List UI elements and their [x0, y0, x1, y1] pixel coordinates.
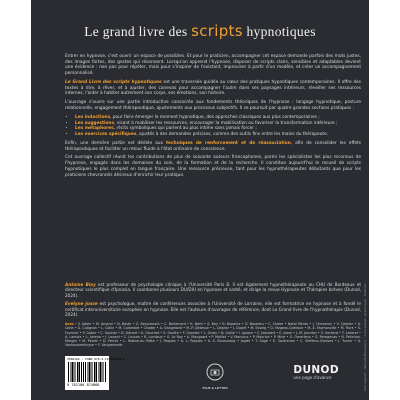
sections-list — [65, 115, 361, 138]
section-desc: , ajustés à des demandes précises, comme des outils fins entre les mains du thérapeute. — [136, 132, 329, 137]
title-part-2: hypnotiques — [242, 24, 316, 39]
author-text: est psychologue, maître de conférences associée à l'Université de Lorraine, elle est formatrice en hypnose et à fondé le certificat interuniversitaire européen en hypnose. Elle est l'auteure d'ouvrages de référence, dont Le Grand livre de l'hypnothérapie (Dunod, 2024). — [65, 301, 361, 318]
printing-credits: Conception : Rénald Moussard ; Conception graphique : Fabrice... — [363, 280, 367, 391]
author-name: Antoine Bioy — [65, 282, 96, 287]
section-name: Les suggestions — [75, 120, 115, 126]
publisher-tagline: une page d'avance — [293, 375, 332, 380]
blurb — [65, 54, 361, 181]
contributors-names: V. Adam • M. Amand • N. Baste • G. Beaurenaut • C. Berlemont • K. Bertl • A. Bey • B. Bopame • G. Bosseau • C. Chaler • Natal Mente • J. Chevenec • V. Coenen • A. Cohe • G. Colignon • L. Collin • M. Colombet • Chader • A. Dangeland • M.-P. Dekesse • L. Deprez • J. Dupré • M. Esseig • D. Fargeas-Quéroue • M.-E. Faymonville • M. Fiore • S. Fournier • P. Gaber • C. Gautier • D. Gérard • A. Geuchet • S. Goutte • F. Grondet • L. Gross • N. Gutte • I. Ignace • C. Jeanbert • E. Josse • J.-M. Jourdan • O. Kerkerd • T. Lalloret • A. Lamvia • L. Lereno • J. Lovard • C. Lussan • R. Lumiaux • G. Le Roy • A. Maugaart • P. Maillet • V. Marcoux • P. Maurice • P. Mine • G. Omariano • G. Peregrinas • N. Pelichon-Mangin • M. Perret • D. Perrot • L. Robine-du Potte • J. Roques • A. L. Roques • A. S. Rouaurang • Joglet • T. Sage • E. Soutrenon • C. Steffens-Oleaves • J. Turner • A. Vanhauwenhuyse • F. Vangreumde — [65, 322, 361, 348]
p4-highlight: techniques de renforcement et de réassociation — [166, 140, 291, 146]
blurb-paragraph-3: L'ouvrage s'ouvre sur une partie introductive consacrée aux fondements théoriques de l'hypnose : langage hypnotique, posture relationnelle, engagement thérapeutique, ajustements aux processus subjectifs. Il se poursuit par quatre grandes sections pratiques : — [65, 100, 361, 111]
author-name: Evelyne Josse — [65, 301, 98, 307]
blurb-paragraph-5: Cet ouvrage collectif réunit les contributions de plus de soixante auteurs francophones, parmi les spécialistes les plus reconnus de l'hypnose, engagés dans les domaines du soin, de la formation et de la recherche. Il constitue aujourd'hui le recueil de scripts hypnotiques le plus complet en langue française. Une ressource précieuse, tant pour les hypnothérapeutes débutants que pour les praticiens chevronnés désireux d'enrichir leur pratique. — [65, 155, 361, 178]
badge-label: FILM & LETTER — [202, 386, 228, 390]
film-badge-icon — [205, 362, 225, 384]
authors-section — [65, 282, 361, 320]
author-bio — [65, 282, 361, 298]
section-name: Les métaphores — [75, 126, 114, 132]
publisher-logo — [293, 364, 339, 380]
section-name: Les exercices spécifiques — [75, 132, 137, 137]
author-bio — [65, 301, 361, 317]
section-desc: , récits symboliques qui parlent au plus intime sans jamais forcer ; — [113, 126, 257, 132]
title-part-1: Le grand livre des — [84, 24, 192, 39]
author-text: est professeur de psychologie clinique à l'Université Paris 8. Il est également hypnothérapeute au CHU de Bordeaux et directeur scientifique d'Ipnosia. Il coordonne plusieurs DU/DIU en hypnose et santé, et dirige la revue Hypnose et Thérapies brèves (Dunod, 2024). — [65, 282, 361, 298]
blurb-paragraph-2 — [65, 80, 361, 97]
blurb-paragraph-2-text: est une traversée guidée au cœur des pratiques hypnotiques contemporaines. Il offre des textes à dire, à rêver, et à ajuster, des canevas pour accompagner l'autre dans ses paysages intérieurs, réveiller ses ressources internes, l'aider à habiter autrement son corps, ses émotions, son histoire. — [65, 80, 361, 97]
book-title — [31, 22, 369, 40]
blurb-paragraph-4 — [65, 141, 361, 152]
barcode-number: 9 782100 874066 — [67, 383, 100, 387]
section-item — [75, 132, 361, 138]
section-desc: , pour faire émerger le moment hypnotique, des approches classiques aux plus contemporaines ; — [110, 114, 320, 120]
contributors-label: Avec : — [65, 322, 77, 326]
book-title-highlight: Le Grand Livre des scripts hypnotiques — [65, 80, 162, 85]
isbn-barcode — [65, 356, 125, 390]
section-desc: , visant à mobiliser les ressources, encourager la mobilisation ou favoriser la transformation intérieure ; — [114, 120, 338, 126]
barcode-bars — [68, 362, 106, 382]
title-accent-word: scripts — [191, 22, 243, 40]
section-name: Les inductions — [75, 114, 111, 120]
blurb-paragraph-1: Entrer en hypnose, c'est ouvrir un espace de possibles. Et pour le praticien, accompagner cet espace demande parfois des mots justes, des images fortes, des gestes qui résonnent. Lorsqu'on apprend l'hypnose, disposer de scripts clairs, sensibles et adaptables devient une évidence : non pas pour répéter, mais pour s'inspirer de l'existant, improviser à partir d'un modèle, et créer un accompagnement personnalisé. — [65, 54, 361, 77]
book-back-cover — [31, 0, 369, 400]
p4-text-b: , afin de consolider les effets thérapeutiques et faciliter un retour fluide à l'état ordinaire de conscience. — [65, 140, 361, 152]
publisher-name: DUNOD — [293, 364, 339, 376]
contributors-list — [65, 322, 361, 348]
p4-text-a: Enfin, une dernière partie est dédiée aux — [65, 140, 166, 146]
isbn-text: 3568162 · ISBN 978-2-10-087406-6 — [67, 357, 125, 361]
